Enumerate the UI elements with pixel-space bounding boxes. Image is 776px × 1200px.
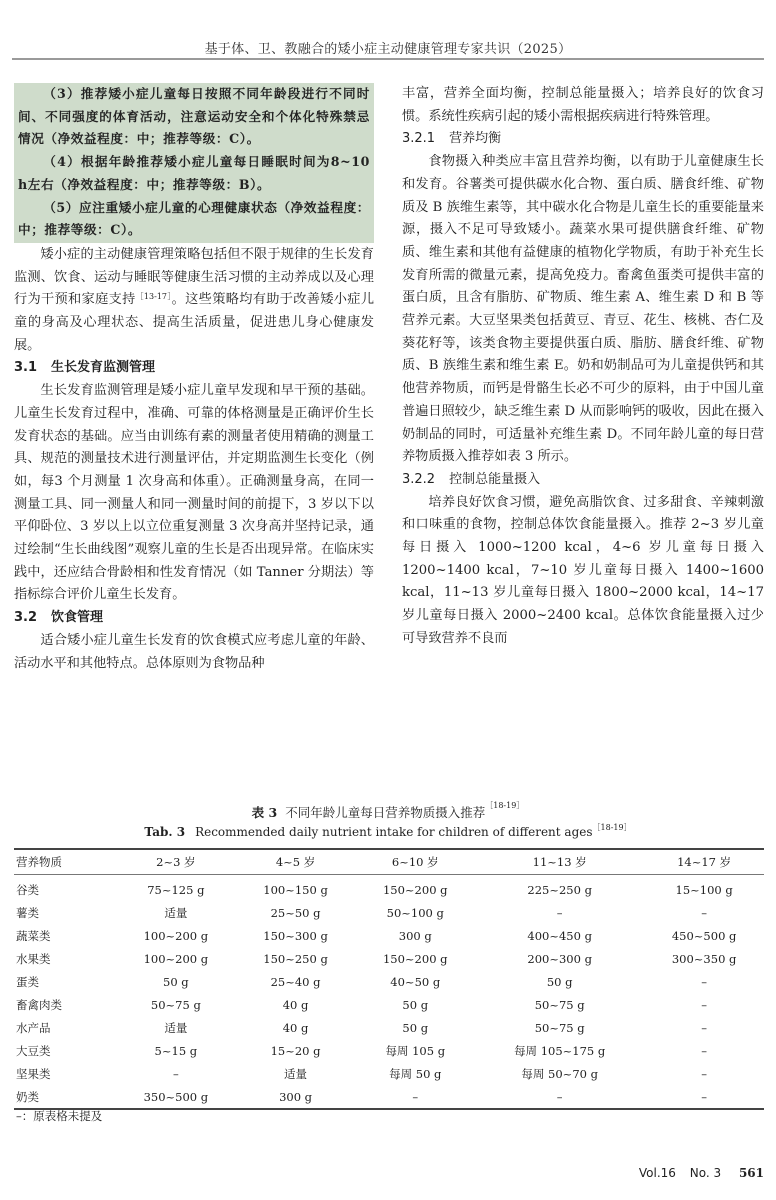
intake-value-cell: 400~450 g	[527, 928, 592, 943]
intake-value-cell: 40 g	[282, 997, 309, 1012]
table-row	[14, 970, 764, 993]
section-heading-3-2-1: 3.2.1 营养均衡	[402, 131, 502, 147]
citation: ［13-17］	[135, 292, 172, 302]
intake-value-cell: –	[556, 1089, 563, 1104]
nutrient-name-cell: 大豆类	[16, 1043, 51, 1058]
intro-paragraph: 矮小症的主动健康管理策略包括但不限于规律的生长发育监测、饮食、运动与睡眠等健康生活习惯的主动养成以及心理行为干预和家庭支持$^{[13-17]}$。这些策略均有助于改善矮小症儿童的身高及心理状态、提高生活质量，促进患儿身心健康发展。	[14, 246, 375, 353]
intake-value-cell: 适量	[284, 1066, 308, 1081]
nutrient-name-cell: 蛋类	[16, 974, 39, 989]
intake-value-cell: 每周 105~175 g	[514, 1043, 606, 1058]
intake-value-cell: 50 g	[163, 974, 189, 989]
intake-value-cell: –	[701, 1020, 707, 1035]
section-3-2-2-body: 培养良好饮食习惯，避免高脂饮食、过多甜食、辛辣刺激和口味重的食物，控制总体饮食能量摄入。推荐 2~3 岁儿童每日摄入 1000~1200 kcal，4~6 岁儿童每日摄入 1200~1400 kcal，7~10 岁儿童每日摄入 1400~1600 kcal，11~13 岁儿童每日摄入 1800~2000 kcal，14~17 岁儿童每日摄入 2000~2400 kcal。总体饮食能量摄入过少可导致营养不良而	[402, 494, 764, 646]
intake-value-cell: 450~500 g	[671, 928, 737, 943]
intake-value-cell: 50 g	[402, 997, 429, 1012]
intake-value-cell: 200~300 g	[527, 951, 592, 966]
table-caption	[0, 803, 776, 839]
nutrient-name-cell: 水果类	[16, 951, 51, 966]
right-column	[402, 83, 764, 651]
recommendation-box	[14, 83, 374, 243]
intake-value-cell: 每周 50~70 g	[521, 1066, 598, 1081]
intake-value-cell: 25~40 g	[270, 974, 321, 989]
table-row	[14, 901, 764, 924]
column-header: 14~17 岁	[677, 855, 732, 869]
issue: No. 3	[689, 1166, 722, 1180]
column-header: 营养物质	[16, 855, 62, 869]
intake-value-cell: 300 g	[279, 1089, 313, 1104]
recommendation-4: （4）根据年龄推荐矮小症儿童每日睡眠时间为8~10 h左右（净效益程度：中；推荐等级：B）。	[18, 154, 370, 192]
intake-value-cell: 15~20 g	[270, 1043, 321, 1058]
intake-value-cell: –	[701, 1066, 707, 1081]
intake-value-cell: 150~250 g	[263, 951, 328, 966]
volume: Vol.16	[638, 1166, 676, 1180]
intake-value-cell: –	[172, 1066, 179, 1081]
section-heading-3-2-2: 3.2.2 控制总能量摄入	[402, 471, 541, 487]
intake-value-cell: 15~100 g	[675, 882, 733, 897]
intake-value-cell: –	[701, 905, 707, 920]
intake-value-cell: 50~75 g	[534, 1020, 585, 1035]
intake-value-cell: 25~50 g	[270, 905, 321, 920]
nutrient-name-cell: 坚果类	[16, 1066, 51, 1081]
intake-value-cell: 50~75 g	[150, 997, 201, 1012]
intake-value-cell: 适量	[164, 1020, 188, 1035]
intake-value-cell: –	[412, 1089, 419, 1104]
recommendation-5: （5）应注重矮小症儿童的心理健康状态（净效益程度：中；推荐等级：C）。	[18, 199, 370, 238]
intake-value-cell: 50 g	[546, 974, 573, 989]
nutrient-name-cell: 水产品	[16, 1020, 51, 1035]
intake-value-cell: 50~100 g	[386, 905, 444, 920]
running-title: 基于体、卫、教融合的矮小症主动健康管理专家共识（2025）	[204, 42, 572, 57]
intake-value-cell: 适量	[164, 905, 188, 920]
section-heading-3-1: 3.1 生长发育监测管理	[14, 360, 156, 376]
table-note: –：原表格未提及	[16, 1109, 103, 1123]
intake-value-cell: 150~200 g	[382, 951, 448, 966]
table-row	[14, 947, 764, 970]
table-title-cn: 表 3 不同年龄儿童每日营养物质摄入推荐$^{[18-19]}$	[251, 801, 525, 820]
intake-value-cell: 100~150 g	[263, 882, 328, 897]
continuation-paragraph: 丰富，营养全面均衡，控制总能量摄入；培养良好的饮食习惯。系统性疾病引起的矮小需根据疾病进行特殊管理。	[402, 86, 764, 124]
section-3-2-body: 适合矮小症儿童生长发育的饮食模式应考虑儿童的年龄、活动水平和其他特点。总体原则为食物品种	[14, 632, 374, 671]
intake-value-cell: 每周 105 g	[385, 1043, 446, 1058]
intake-value-cell: 300 g	[398, 928, 432, 943]
table-row	[14, 875, 764, 902]
recommendation-3: （3）推荐矮小症儿童每日按照不同年龄段进行不同时间、不同强度的体育活动，注意运动安全和个体化特殊禁忌情况（净效益程度：中；推荐等级：C）。	[18, 86, 370, 147]
table-title-en: Tab. 3 Recommended daily nutrient intake for children of different ages$^{[18-19]}$	[144, 823, 632, 839]
nutrient-name-cell: 蔬菜类	[16, 928, 51, 943]
nutrient-name-cell: 奶类	[16, 1089, 39, 1104]
intake-value-cell: –	[701, 1089, 707, 1104]
column-header: 4~5 岁	[275, 855, 316, 869]
intake-value-cell: 75~125 g	[147, 882, 205, 897]
table-row	[14, 1062, 764, 1085]
table-row	[14, 924, 764, 947]
intake-value-cell: 100~200 g	[143, 951, 209, 966]
table-row	[14, 993, 764, 1016]
section-3-1-body: 生长发育监测管理是矮小症儿童早发现和早干预的基础。儿童生长发育过程中，准确、可靠的体格测量是正确评价生长发育状态的基础。应当由训练有素的测量者使用精确的测量工具、规范的测量技术进行测量评估，并定期监测生长变化（例如，每3 个月测量 1 次身高和体重）。正确测量身高，在同一测量工具、同一测量人和同一测量时间的前提下，3 岁以下以平仰卧位、3 岁以上以立位重复测量 3 次身高并坚持记录，通过绘制“生长曲线图”观察儿童的生长是否出现异常。在临床实践中，还应结合骨龄相和性发育情况（如 Tanner 分期法）等指标综合评价儿童生长发育。	[14, 383, 374, 603]
page-number: 561	[738, 1166, 764, 1180]
section-heading-3-2: 3.2 饮食管理	[14, 610, 104, 626]
table-row	[14, 1016, 764, 1039]
page-footer	[520, 1166, 764, 1180]
intake-value-cell: 225~250 g	[527, 882, 592, 897]
left-column	[14, 83, 374, 675]
column-header: 6~10 岁	[391, 855, 439, 869]
nutrient-intake-table	[14, 848, 764, 1110]
table-header-row	[14, 849, 764, 875]
intake-value-cell: 350~500 g	[143, 1089, 209, 1104]
nutrient-name-cell: 畜禽肉类	[16, 997, 62, 1012]
intake-value-cell: 50~75 g	[534, 997, 585, 1012]
table-row	[14, 1085, 764, 1109]
intake-value-cell: 每周 50 g	[389, 1066, 442, 1081]
nutrient-name-cell: 薯类	[16, 905, 39, 920]
section-3-2-1-body: 食物摄入种类应丰富且营养均衡，以有助于儿童健康生长和发育。谷薯类可提供碳水化合物、蛋白质、膳食纤维、矿物质及 B 族维生素等，其中碳水化合物是儿童生长的重要能量来源，摄入不足可导致矮小。蔬菜水果可提供膳食纤维、矿物质、维生素和其他有益健康的植物化学物质，有助于补充生长发育所需的微量元素，提高免疫力。畜禽鱼蛋类可提供丰富的蛋白质，且含有脂肪、矿物质、维生素 A、维生素 D 和 B 等营养元素。大豆坚果类包括黄豆、青豆、花生、核桃、杏仁及葵花籽等，该类食物主要提供蛋白质、脂肪、膳食纤维、矿物质、B 族维生素和维生素 E。奶和奶制品可为儿童提供钙和其他营养物质，而钙是骨骼生长必不可少的原料，由于中国儿童普遍日照较少，缺乏维生素 D 从而影响钙的吸收，因此在摄入奶制品的同时，可适量补充维生素 D。不同年龄儿童的每日营养物质摄入推荐如表 3 所示。	[402, 154, 764, 465]
intake-value-cell: 150~200 g	[382, 882, 448, 897]
nutrient-name-cell: 谷类	[16, 882, 39, 897]
intake-value-cell: 40 g	[282, 1020, 309, 1035]
intake-value-cell: 5~15 g	[154, 1043, 198, 1058]
table-row	[14, 1039, 764, 1062]
intake-value-cell: –	[701, 1043, 707, 1058]
intake-value-cell: 100~200 g	[143, 928, 209, 943]
intake-value-cell: –	[701, 974, 707, 989]
intake-value-cell: 40~50 g	[390, 974, 441, 989]
intake-value-cell: 150~300 g	[263, 928, 328, 943]
column-header: 11~13 岁	[532, 855, 587, 869]
header-rule	[12, 58, 764, 60]
intake-value-cell: –	[701, 997, 707, 1012]
intake-value-cell: –	[556, 905, 563, 920]
column-header: 2~3 岁	[156, 855, 196, 869]
intake-value-cell: 300~350 g	[671, 951, 737, 966]
intake-value-cell: 50 g	[402, 1020, 429, 1035]
